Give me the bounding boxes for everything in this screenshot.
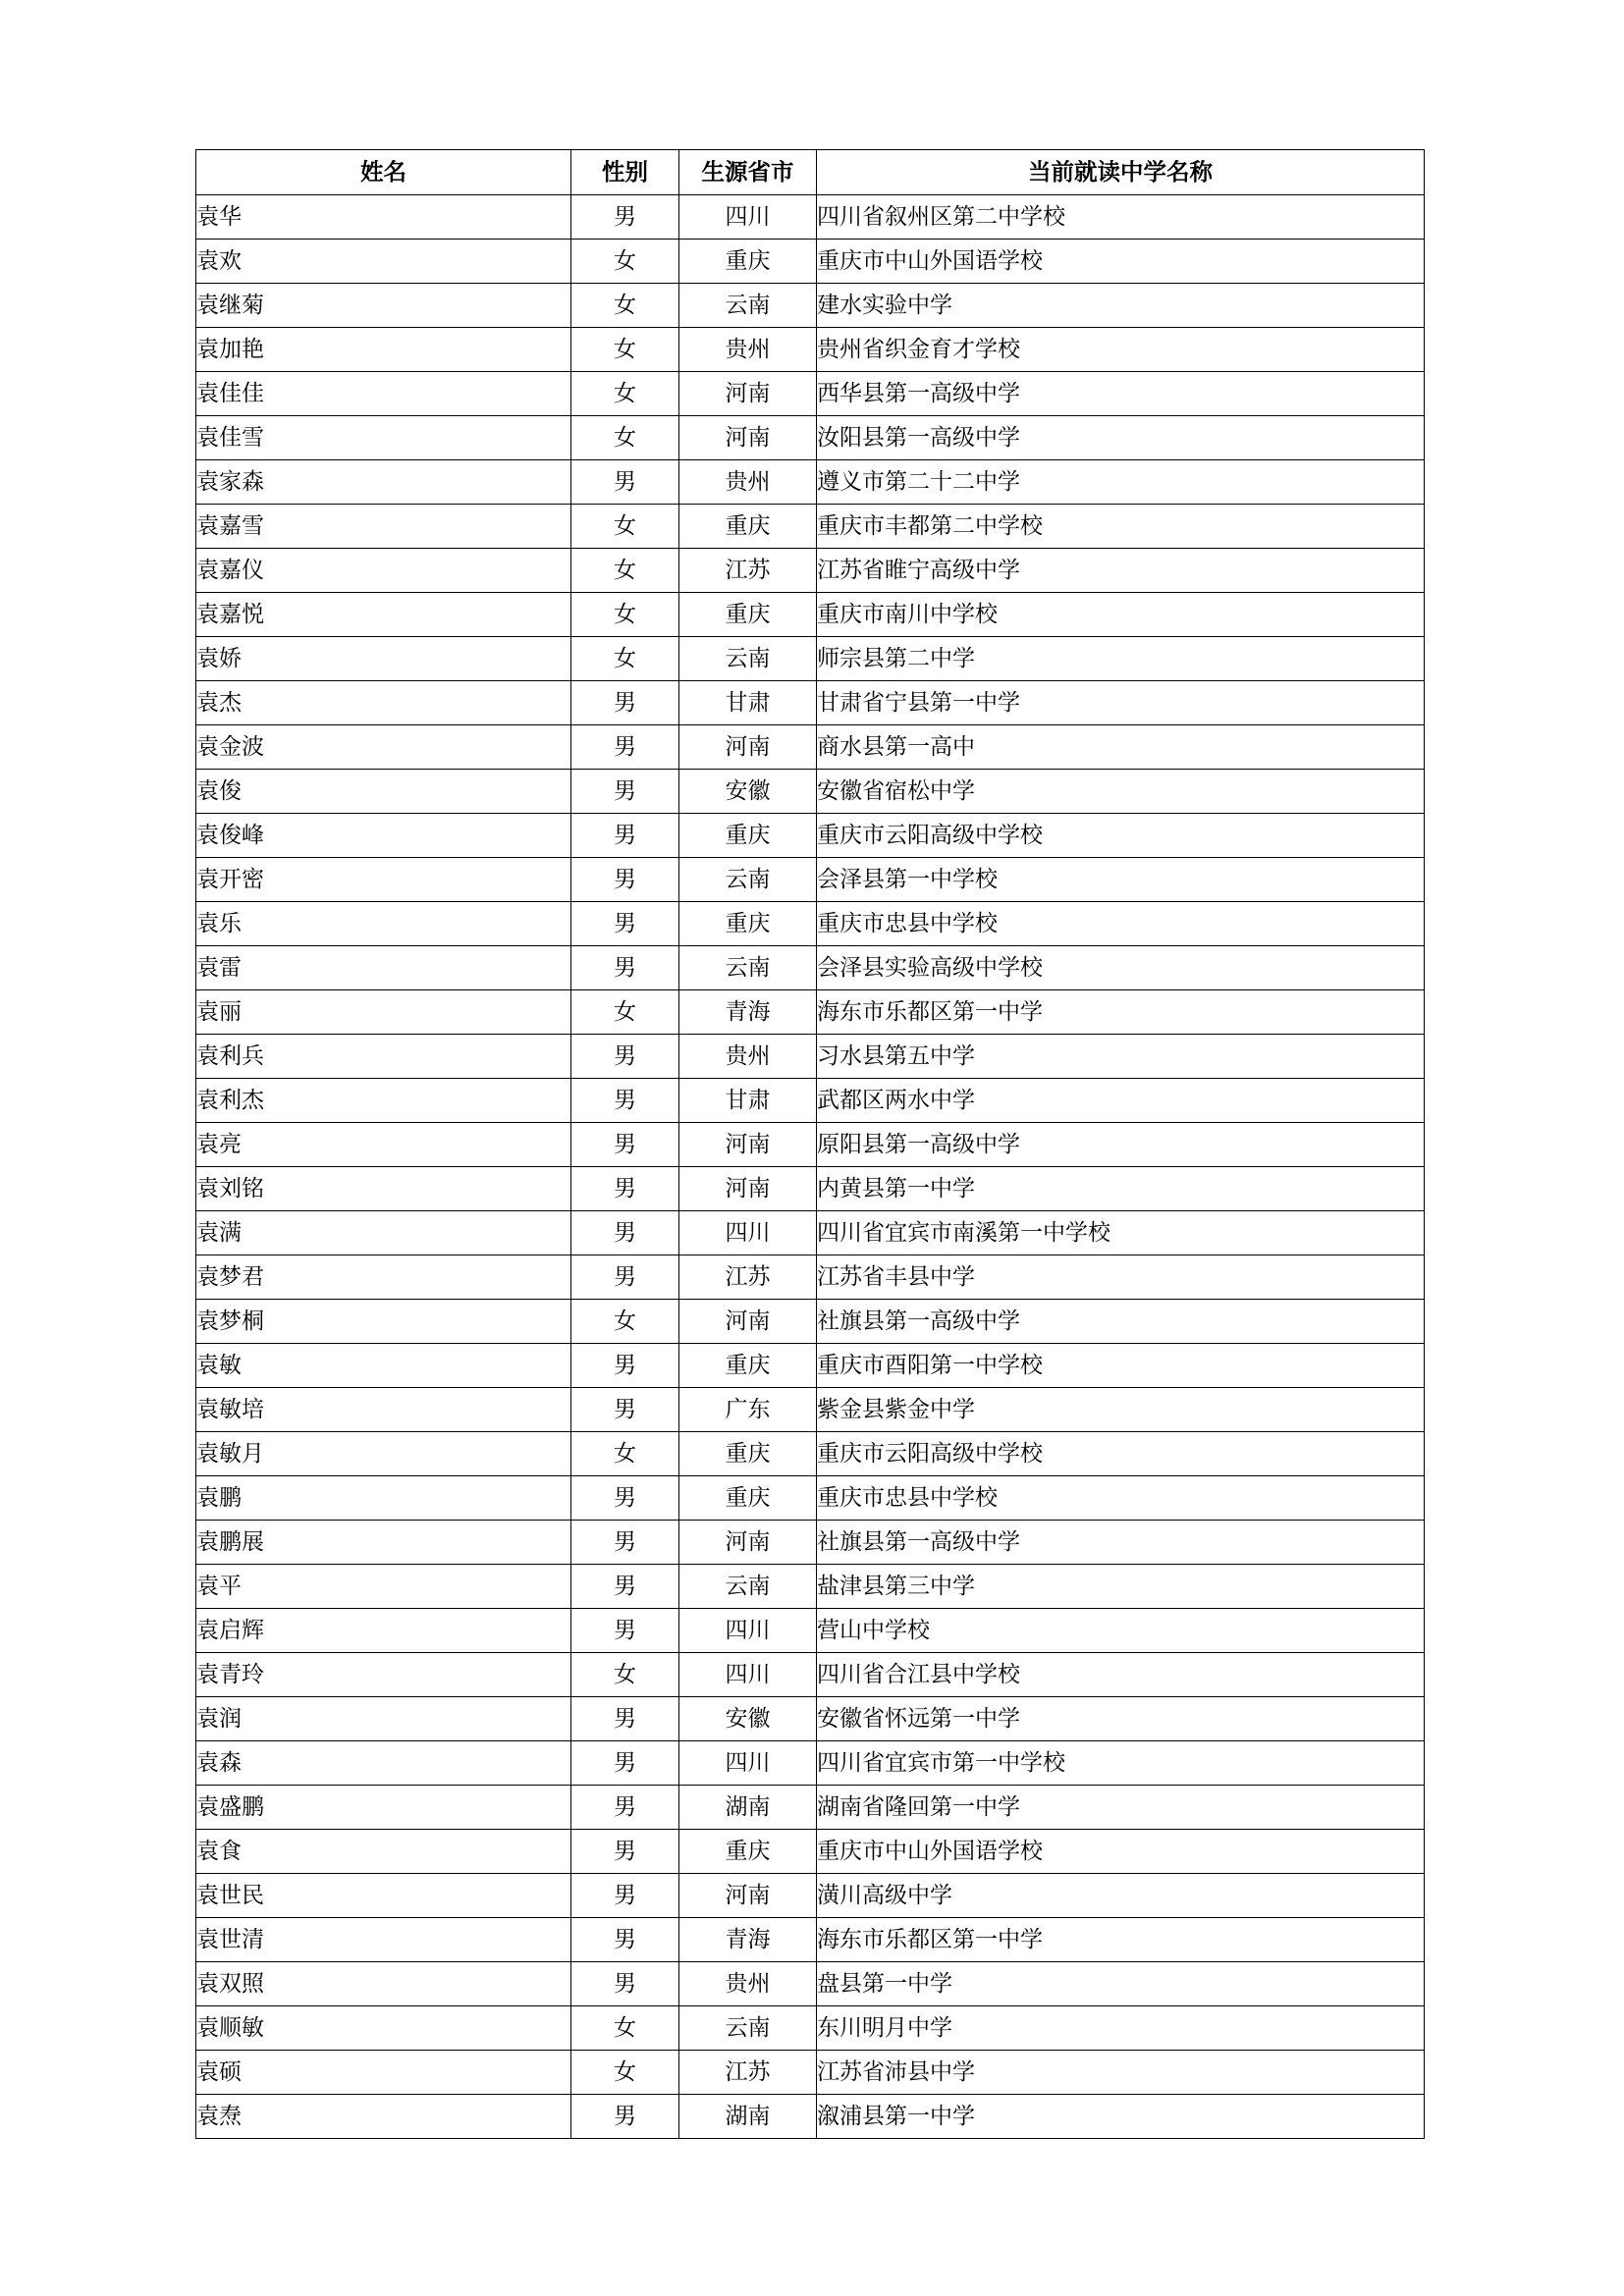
cell-gender: 男 (571, 195, 679, 240)
cell-gender: 女 (571, 2006, 679, 2051)
table-row (196, 1079, 1425, 1123)
cell-name: 袁开密 (196, 858, 571, 902)
cell-prov: 贵州 (679, 1035, 817, 1079)
table-row (196, 372, 1425, 416)
cell-prov: 青海 (679, 990, 817, 1035)
table-row (196, 2051, 1425, 2095)
cell-school: 四川省叙州区第二中学校 (817, 195, 1425, 240)
cell-prov: 四川 (679, 195, 817, 240)
cell-gender: 男 (571, 1123, 679, 1167)
cell-prov: 重庆 (679, 240, 817, 284)
cell-name: 袁润 (196, 1697, 571, 1741)
table-row (196, 902, 1425, 946)
cell-name: 袁家森 (196, 460, 571, 505)
table-row (196, 1962, 1425, 2006)
cell-name: 袁盛鹏 (196, 1786, 571, 1830)
table-row (196, 814, 1425, 858)
cell-school: 社旗县第一高级中学 (817, 1521, 1425, 1565)
cell-gender: 男 (571, 1388, 679, 1432)
cell-school: 原阳县第一高级中学 (817, 1123, 1425, 1167)
table-row (196, 195, 1425, 240)
cell-gender: 女 (571, 990, 679, 1035)
cell-school: 遵义市第二十二中学 (817, 460, 1425, 505)
cell-name: 袁佳佳 (196, 372, 571, 416)
cell-prov: 云南 (679, 637, 817, 681)
cell-school: 习水县第五中学 (817, 1035, 1425, 1079)
cell-name: 袁利杰 (196, 1079, 571, 1123)
table-header-row (196, 150, 1425, 195)
cell-gender: 女 (571, 328, 679, 372)
cell-prov: 青海 (679, 1918, 817, 1962)
cell-school: 内黄县第一中学 (817, 1167, 1425, 1211)
table-row (196, 770, 1425, 814)
cell-name: 袁亮 (196, 1123, 571, 1167)
cell-prov: 河南 (679, 725, 817, 770)
cell-school: 重庆市中山外国语学校 (817, 1830, 1425, 1874)
table-row (196, 1211, 1425, 1255)
cell-prov: 重庆 (679, 902, 817, 946)
cell-prov: 河南 (679, 1123, 817, 1167)
cell-school: 江苏省沛县中学 (817, 2051, 1425, 2095)
cell-name: 袁森 (196, 1741, 571, 1786)
cell-gender: 女 (571, 637, 679, 681)
cell-gender: 女 (571, 505, 679, 549)
cell-school: 会泽县实验高级中学校 (817, 946, 1425, 990)
cell-gender: 男 (571, 946, 679, 990)
cell-gender: 男 (571, 902, 679, 946)
cell-name: 袁敏培 (196, 1388, 571, 1432)
cell-prov: 云南 (679, 858, 817, 902)
cell-prov: 江苏 (679, 1255, 817, 1300)
table-row (196, 1874, 1425, 1918)
table-row (196, 416, 1425, 460)
cell-name: 袁敏 (196, 1344, 571, 1388)
cell-prov: 河南 (679, 1521, 817, 1565)
cell-gender: 女 (571, 2051, 679, 2095)
table-row (196, 990, 1425, 1035)
cell-school: 四川省合江县中学校 (817, 1653, 1425, 1697)
cell-prov: 广东 (679, 1388, 817, 1432)
cell-school: 紫金县紫金中学 (817, 1388, 1425, 1432)
cell-prov: 江苏 (679, 2051, 817, 2095)
table-row (196, 460, 1425, 505)
cell-name: 袁梦桐 (196, 1300, 571, 1344)
cell-gender: 男 (571, 1565, 679, 1609)
cell-prov: 安徽 (679, 770, 817, 814)
table-row (196, 2095, 1425, 2139)
column-header-gender: 性别 (571, 150, 679, 195)
cell-prov: 重庆 (679, 593, 817, 637)
cell-gender: 女 (571, 549, 679, 593)
cell-prov: 河南 (679, 416, 817, 460)
cell-gender: 男 (571, 1035, 679, 1079)
cell-school: 潢川高级中学 (817, 1874, 1425, 1918)
cell-prov: 云南 (679, 284, 817, 328)
cell-gender: 男 (571, 1521, 679, 1565)
cell-gender: 男 (571, 770, 679, 814)
cell-school: 甘肃省宁县第一中学 (817, 681, 1425, 725)
cell-school: 重庆市丰都第二中学校 (817, 505, 1425, 549)
roster-table-container (195, 149, 1424, 2139)
cell-school: 江苏省丰县中学 (817, 1255, 1425, 1300)
cell-name: 袁青玲 (196, 1653, 571, 1697)
cell-school: 汝阳县第一高级中学 (817, 416, 1425, 460)
cell-gender: 女 (571, 240, 679, 284)
table-row (196, 1123, 1425, 1167)
cell-name: 袁俊 (196, 770, 571, 814)
cell-prov: 河南 (679, 1167, 817, 1211)
cell-prov: 重庆 (679, 1432, 817, 1476)
cell-school: 重庆市忠县中学校 (817, 902, 1425, 946)
cell-school: 重庆市南川中学校 (817, 593, 1425, 637)
cell-prov: 江苏 (679, 549, 817, 593)
cell-prov: 重庆 (679, 505, 817, 549)
cell-prov: 四川 (679, 1211, 817, 1255)
table-row (196, 725, 1425, 770)
table-row (196, 946, 1425, 990)
cell-name: 袁嘉仪 (196, 549, 571, 593)
table-row (196, 1830, 1425, 1874)
table-row (196, 681, 1425, 725)
cell-name: 袁金波 (196, 725, 571, 770)
cell-gender: 女 (571, 1653, 679, 1697)
cell-school: 师宗县第二中学 (817, 637, 1425, 681)
table-row (196, 2006, 1425, 2051)
cell-name: 袁娇 (196, 637, 571, 681)
cell-school: 重庆市中山外国语学校 (817, 240, 1425, 284)
cell-school: 贵州省织金育才学校 (817, 328, 1425, 372)
cell-prov: 甘肃 (679, 681, 817, 725)
table-row (196, 1432, 1425, 1476)
cell-prov: 甘肃 (679, 1079, 817, 1123)
cell-gender: 女 (571, 284, 679, 328)
cell-name: 袁敏月 (196, 1432, 571, 1476)
cell-name: 袁嘉雪 (196, 505, 571, 549)
table-row (196, 328, 1425, 372)
cell-name: 袁继菊 (196, 284, 571, 328)
column-header-name: 姓名 (196, 150, 571, 195)
table-row (196, 549, 1425, 593)
cell-gender: 男 (571, 1079, 679, 1123)
cell-prov: 湖南 (679, 2095, 817, 2139)
cell-school: 东川明月中学 (817, 2006, 1425, 2051)
cell-gender: 女 (571, 593, 679, 637)
cell-name: 袁满 (196, 1211, 571, 1255)
table-row (196, 637, 1425, 681)
cell-gender: 男 (571, 460, 679, 505)
cell-gender: 男 (571, 1786, 679, 1830)
cell-gender: 男 (571, 725, 679, 770)
cell-prov: 四川 (679, 1741, 817, 1786)
cell-school: 江苏省睢宁高级中学 (817, 549, 1425, 593)
cell-gender: 男 (571, 814, 679, 858)
cell-prov: 重庆 (679, 814, 817, 858)
table-row (196, 1653, 1425, 1697)
cell-school: 重庆市忠县中学校 (817, 1476, 1425, 1521)
table-row (196, 1918, 1425, 1962)
cell-prov: 河南 (679, 1874, 817, 1918)
cell-gender: 男 (571, 1830, 679, 1874)
cell-gender: 男 (571, 1211, 679, 1255)
table-row (196, 1786, 1425, 1830)
cell-name: 袁刘铭 (196, 1167, 571, 1211)
cell-gender: 男 (571, 1476, 679, 1521)
cell-prov: 河南 (679, 1300, 817, 1344)
cell-gender: 男 (571, 2095, 679, 2139)
table-row (196, 1741, 1425, 1786)
cell-name: 袁加艳 (196, 328, 571, 372)
cell-name: 袁世民 (196, 1874, 571, 1918)
table-row (196, 1521, 1425, 1565)
cell-gender: 女 (571, 416, 679, 460)
cell-name: 袁俊峰 (196, 814, 571, 858)
column-header-school: 当前就读中学名称 (817, 150, 1425, 195)
cell-school: 湖南省隆回第一中学 (817, 1786, 1425, 1830)
cell-name: 袁梦君 (196, 1255, 571, 1300)
cell-name: 袁嘉悦 (196, 593, 571, 637)
table-row (196, 1388, 1425, 1432)
cell-name: 袁双照 (196, 1962, 571, 2006)
cell-name: 袁顺敏 (196, 2006, 571, 2051)
cell-school: 会泽县第一中学校 (817, 858, 1425, 902)
cell-prov: 重庆 (679, 1476, 817, 1521)
cell-gender: 男 (571, 1344, 679, 1388)
cell-school: 盘县第一中学 (817, 1962, 1425, 2006)
cell-school: 安徽省怀远第一中学 (817, 1697, 1425, 1741)
table-header (196, 150, 1425, 195)
cell-gender: 女 (571, 372, 679, 416)
table-row (196, 1476, 1425, 1521)
cell-gender: 男 (571, 858, 679, 902)
cell-school: 海东市乐都区第一中学 (817, 990, 1425, 1035)
column-header-province: 生源省市 (679, 150, 817, 195)
cell-name: 袁平 (196, 1565, 571, 1609)
cell-prov: 重庆 (679, 1344, 817, 1388)
cell-name: 袁雷 (196, 946, 571, 990)
cell-gender: 女 (571, 1300, 679, 1344)
cell-gender: 男 (571, 1697, 679, 1741)
cell-name: 袁硕 (196, 2051, 571, 2095)
cell-prov: 云南 (679, 1565, 817, 1609)
cell-name: 袁世清 (196, 1918, 571, 1962)
cell-gender: 男 (571, 1741, 679, 1786)
cell-school: 安徽省宿松中学 (817, 770, 1425, 814)
cell-name: 袁杰 (196, 681, 571, 725)
cell-school: 盐津县第三中学 (817, 1565, 1425, 1609)
cell-school: 四川省宜宾市南溪第一中学校 (817, 1211, 1425, 1255)
cell-school: 商水县第一高中 (817, 725, 1425, 770)
cell-gender: 男 (571, 1962, 679, 2006)
table-row (196, 1565, 1425, 1609)
cell-name: 袁启辉 (196, 1609, 571, 1653)
table-row (196, 1300, 1425, 1344)
cell-school: 建水实验中学 (817, 284, 1425, 328)
cell-prov: 四川 (679, 1653, 817, 1697)
cell-school: 四川省宜宾市第一中学校 (817, 1741, 1425, 1786)
cell-name: 袁鹏展 (196, 1521, 571, 1565)
cell-name: 袁欢 (196, 240, 571, 284)
cell-school: 重庆市云阳高级中学校 (817, 1432, 1425, 1476)
cell-school: 西华县第一高级中学 (817, 372, 1425, 416)
cell-gender: 男 (571, 681, 679, 725)
cell-gender: 男 (571, 1609, 679, 1653)
cell-name: 袁华 (196, 195, 571, 240)
cell-prov: 贵州 (679, 1962, 817, 2006)
cell-name: 袁食 (196, 1830, 571, 1874)
cell-gender: 男 (571, 1874, 679, 1918)
cell-school: 营山中学校 (817, 1609, 1425, 1653)
cell-prov: 贵州 (679, 328, 817, 372)
cell-prov: 重庆 (679, 1830, 817, 1874)
cell-gender: 男 (571, 1167, 679, 1211)
cell-gender: 男 (571, 1918, 679, 1962)
table-row (196, 1609, 1425, 1653)
cell-name: 袁鹏 (196, 1476, 571, 1521)
cell-name: 袁丽 (196, 990, 571, 1035)
cell-school: 重庆市云阳高级中学校 (817, 814, 1425, 858)
cell-school: 社旗县第一高级中学 (817, 1300, 1425, 1344)
table-row (196, 1344, 1425, 1388)
table-body (196, 195, 1425, 2139)
cell-prov: 河南 (679, 372, 817, 416)
cell-school: 重庆市酉阳第一中学校 (817, 1344, 1425, 1388)
table-row (196, 858, 1425, 902)
table-row (196, 1697, 1425, 1741)
student-roster-table (195, 149, 1425, 2139)
table-row (196, 240, 1425, 284)
cell-gender: 男 (571, 1255, 679, 1300)
table-row (196, 593, 1425, 637)
cell-prov: 四川 (679, 1609, 817, 1653)
table-row (196, 284, 1425, 328)
cell-school: 溆浦县第一中学 (817, 2095, 1425, 2139)
table-row (196, 1255, 1425, 1300)
cell-prov: 安徽 (679, 1697, 817, 1741)
cell-prov: 云南 (679, 946, 817, 990)
cell-school: 海东市乐都区第一中学 (817, 1918, 1425, 1962)
table-row (196, 505, 1425, 549)
cell-name: 袁佳雪 (196, 416, 571, 460)
cell-prov: 湖南 (679, 1786, 817, 1830)
cell-school: 武都区两水中学 (817, 1079, 1425, 1123)
cell-prov: 贵州 (679, 460, 817, 505)
table-row (196, 1167, 1425, 1211)
cell-name: 袁利兵 (196, 1035, 571, 1079)
table-row (196, 1035, 1425, 1079)
cell-name: 袁焘 (196, 2095, 571, 2139)
cell-gender: 女 (571, 1432, 679, 1476)
cell-name: 袁乐 (196, 902, 571, 946)
cell-prov: 云南 (679, 2006, 817, 2051)
